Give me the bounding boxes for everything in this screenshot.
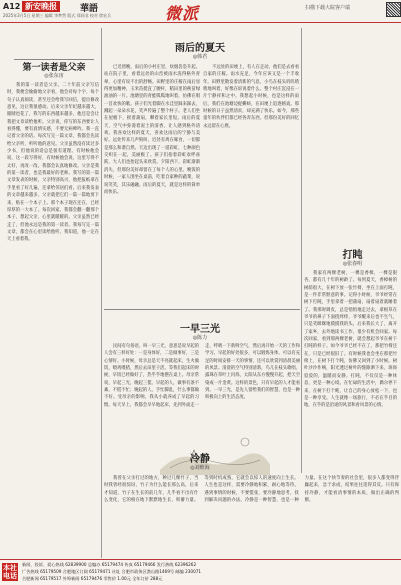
article-title-cool: 冷静 [190, 454, 210, 465]
article-title-rain-summer: 雨后的夏天 [175, 43, 225, 54]
article-body-rain-summer-cont: 不远处的田埂上，有人在走动，他们是去看看自家的庄稼。雨水充足，今年应该又是一个丰收年。田野里散发着清新的气息，小鸟在枝头叽叽喳喳地叫着，好像在诉说着什么。整个村庄沉浸在一片宁静祥和之中。我想起小时候，也是这样的雨后，我们在池塘边捉蝌蚪，在田埂上追逐嬉戏。那时候的日子虽然清贫，却充满了快乐。如今，那些童年的伙伴们都已经各奔东西，但那份美好的回忆永远留在心底。 [203, 65, 299, 129]
article-byline-cool: ◎刘维海 [190, 465, 210, 471]
title-rule [14, 59, 94, 60]
ad-placeholder-area [304, 30, 397, 238]
article-byline-rain-summer: ◎韩君 [192, 54, 208, 60]
section-rule [104, 309, 300, 310]
date-line: 2025年3月5日 星期三 编辑 李梦然 版式 郑同非 校对 徐宏兵 [3, 13, 112, 18]
section-name: 華語 [80, 4, 99, 14]
article-title-one-wave: 一早三光 [180, 324, 220, 335]
masthead-title: 微派 [165, 4, 200, 23]
page-number: A12 [3, 2, 21, 11]
footer-line-2: 广告热线 65179509 合肥地区订阅 65179471 社址 合肥市政务区潜山路1469号 邮编 230071 [22, 569, 202, 574]
article-byline-one-wave: ◎陈力 [192, 335, 208, 341]
app-download-text: 扫描下载大皖客户端 [305, 5, 351, 11]
article-body-first-reader: 我的第一读者是父亲。二十年前父亲写信时，我便会偷偷地父亲看，他会对每个字、每个句子认真阅读，甚至还会给我写回信，提出修改意见，这让我很感动。后来父亲年纪越来越大，眼睛也花了，我写的东西越来越多，他还是会让我把文章读给他听。父亲说，你写的东西要让人看得懂，要有真情实感，不要无病呻吟。我一直记着父亲的话。每次写完一篇文章，我都会先读给父亲听，听听他的意见。父亲虽然没有读过多少书，但他说的话总是很有道理。有时候他会说，这一段写得好，有时候他会说，这里写得不太好，再改一改。我都会认真地修改。父亲是我的第一读者，也是我最好的老师。我写的第一篇文章发表的时候，父亲特别高兴，他把报纸拿在手里看了好几遍，还拿给邻居们看。后来我发表的文章越来越多，父亲就把它们一篇一篇地剪下来，贴在一个本子上。那个本子现在还在，已经厚厚的一大本了。每次回家，我都会翻一翻那个本子，想起父亲，心里就暖暖的。父亲虽然已经走了，但他永远是我的第一读者。我每写完一篇文章，都会在心里读给他听，我知道，他一定在天上看着我。 [7, 83, 99, 243]
article-title-dozing: 打盹 [342, 250, 363, 261]
column-divider-right [301, 28, 302, 473]
footer-phone-label: 本社 电话 [3, 564, 17, 580]
article-byline-dozing: ◎张春明 [342, 261, 363, 267]
footer-line-1: 新闻、投诉、爱心热线 62839900 总编办 65179474 传真 65179466 发行热线 62396262 [22, 562, 197, 567]
article-body-rain-summer: 已近傍晚，雨后的小村庄里，炊烟袅袅升起。站在院子里，看着远处的山峦被雨水洗得格外青翠，心里有说不出的舒畅。田野里的庄稼在雨后显得更加精神，玉米苗挺直了腰杆，稻田里的秧苗绿油油的一片。池塘里的青蛙呱呱地叫着，仿佛在唱一首欢快的歌。孩子们光着脚在水洼里踩来踩去，溅起一朵朵水花，笑声传遍了整个村子。老人们坐在屋檐下，摇着蒲扇，聊着家长里短。雨后的夏天，空气中弥漫着泥土的清香，让人感到格外清爽。我喜欢这样的夏天，喜欢这雨后的宁静与美好。远处传来几声狗叫，近处有鸡在啄食，一切都是那么和谐自然。天边出现了一道彩虹，七种颜色交织在一起，美丽极了。孩子们指着彩虹欢呼雀跃，大人们也抬起头来欣赏。夕阳西下，彩虹渐渐消失，但那份美好却留在了每个人的心里。晚饭的时候，一家人围坐在桌前，吃着自家种的蔬菜，说说笑笑，其乐融融。雨后的夏天，就是这样的简单而快乐。 [104, 65, 200, 195]
footer-line-3: 合肥新闻 65179517 外埠新闻 65179476 零售价 1.00元 全年订价 288元 [22, 576, 163, 581]
article-body-dozing: 我家有两棵老树，一棵是香樟，一棵是银杏，都有几十年的树龄了。每到夏天，香樟树的树荫很大，在树下放一张竹椅，坐在上面打盹，是一件非常惬意的事。记得小时候，爷爷经常在树下打盹，手里拿着一把蒲扇，扇着扇着就睡着了。我那时调皮，总是悄悄地走过去，拿根草在爷爷的鼻子下面挠痒痒，爷爷醒来后也不生气，只是笑眯眯地摸摸我的头。后来我长大了，离开了家乡，去外地读书工作，很少有机会回家。每次回家，看到那两棵老树，就会想起爷爷在树下打盹的样子。如今爷爷已经不在了，那把竹椅还在，只是已经很旧了。有时候我也会坐在那把竹椅上，在树下打个盹，仿佛又回到了小时候。树叶沙沙作响，阳光透过树叶的缝隙洒下来，斑斑驳驳的，温暖而安静。打盹，不仅仅是一种休息，更是一种心境。在忙碌的生活中，偶尔停下来，在树下打个盹，让自己的身心放松一下，也是一种享受。人生就像一场旅行，不必在乎目的地，在乎的是沿途的风景和看风景的心情。 [304, 271, 397, 409]
column-divider [101, 28, 102, 558]
app-download-ad[interactable] [305, 4, 395, 18]
article-title-first-reader: 第一读者是父亲 [22, 63, 86, 73]
article-body-one-wave: 民间有句俗语，叫一早三光，意思是说早起的人会有三样好处：一是身体好，二是做事好，三是心情好。小时候，母亲总是天不亮就起床，生火做饭，喂鸡喂猪，然后去田里干活。等我们起床的时候，早饭已经做好了，热乎乎地摆在桌上。母亲常说，早起三光，晚起三慌。早起的人，做事有条不紊，不慌不忙；晚起的人，手忙脚乱，什么事都做不好。受母亲的影响，我从小就养成了早起的习惯。每天早上，我都会早早地起床，先到外面走一走，呼吸一下新鲜空气，然后再开始一天的工作和学习。早起的好处很多，可以锻炼身体，可以有充足的时间安排一天的事情，还可以欣赏到清晨美丽的风景。清晨的空气特别清新，鸟儿在枝头歌唱，露珠在草叶上闪烁，太阳从东方慢慢升起，把天空染成一片金黄。这样的景色，只有早起的人才能看到。一早三光，是先人留给我们的智慧，也是一种积极向上的生活态度。 [104, 344, 300, 408]
paper-name-logo: 新安晚报 [22, 1, 60, 12]
article-byline-first-reader: ◎张东宙 [44, 73, 64, 79]
article-body-cool: 我曾在父亲打过的地方，种过几棵竹子，当时我曾经很惊讶，竹子为什么能长那么高，后来才知道，竹子在生长的前几年，几乎看不出有什么变化，它的根在地下默默地生长，积蓄力量。等到时机成熟，它就会以惊人的速度向上生长。人生也是这样，需要冷静地积累，耐心地等待。遇到事情的时候，不要慌张，要冷静地思考，找到解决问题的办法。冷静是一种智慧，也是一种力量。在这个快节奏的社会里，很多人都变得浮躁起来，急于求成，结果往往适得其反。只有保持冷静，才能看清事情的本质，做出正确的判断。 [104, 476, 399, 504]
qr-code-icon[interactable] [386, 2, 401, 17]
